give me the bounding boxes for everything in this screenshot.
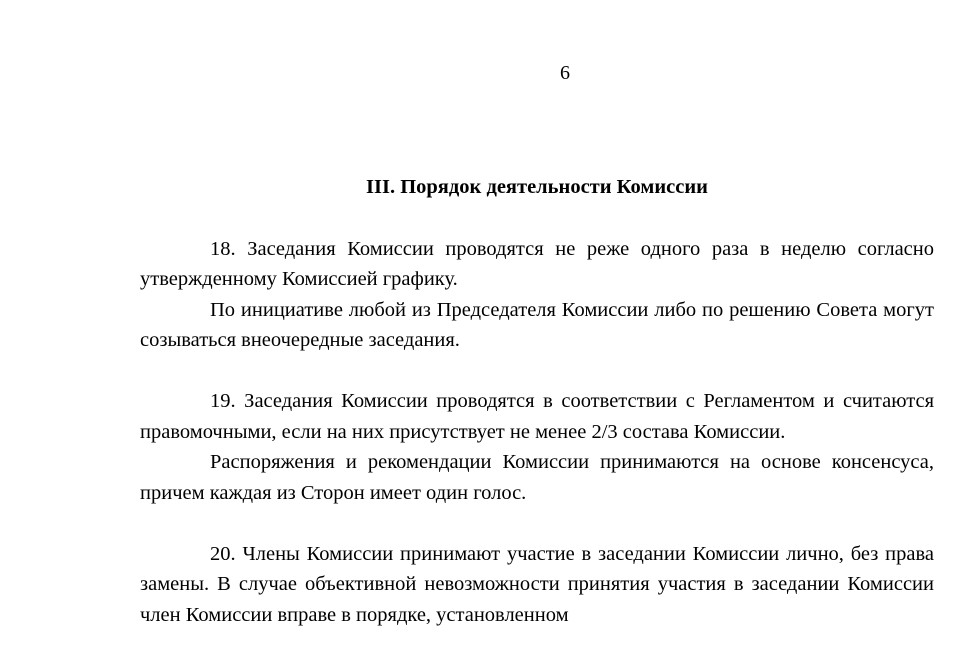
paragraph-19-continuation: Распоряжения и рекомендации Комиссии принимаются на основе консенсуса, причем каждая из Сторон имеет один голос.: [140, 451, 934, 504]
paragraph-20: 20. Члены Комиссии принимают участие в заседании Комиссии лично, без права замены. В случае объективной невозможности принятия участия в заседании Комиссии член Комиссии вправе в порядке, установленном: [140, 542, 934, 626]
paragraph-gap: [140, 508, 934, 539]
page-number: 6: [560, 62, 570, 84]
document-body: [140, 172, 934, 630]
paragraph-18-continuation: По инициативе любой из Председателя Комиссии либо по решению Совета могут созываться внеочередные заседания.: [140, 298, 934, 351]
paragraph-gap: [140, 356, 934, 387]
section-title: III. Порядок деятельности Комиссии: [366, 176, 708, 198]
paragraph-18: 18. Заседания Комиссии проводятся не реже одного раза в неделю согласно утвержденному Комиссией графику.: [140, 237, 934, 290]
paragraph-19: 19. Заседания Комиссии проводятся в соответствии с Регламентом и считаются правомочными, если на них присутствует не менее 2/3 состава Комиссии.: [140, 390, 934, 443]
